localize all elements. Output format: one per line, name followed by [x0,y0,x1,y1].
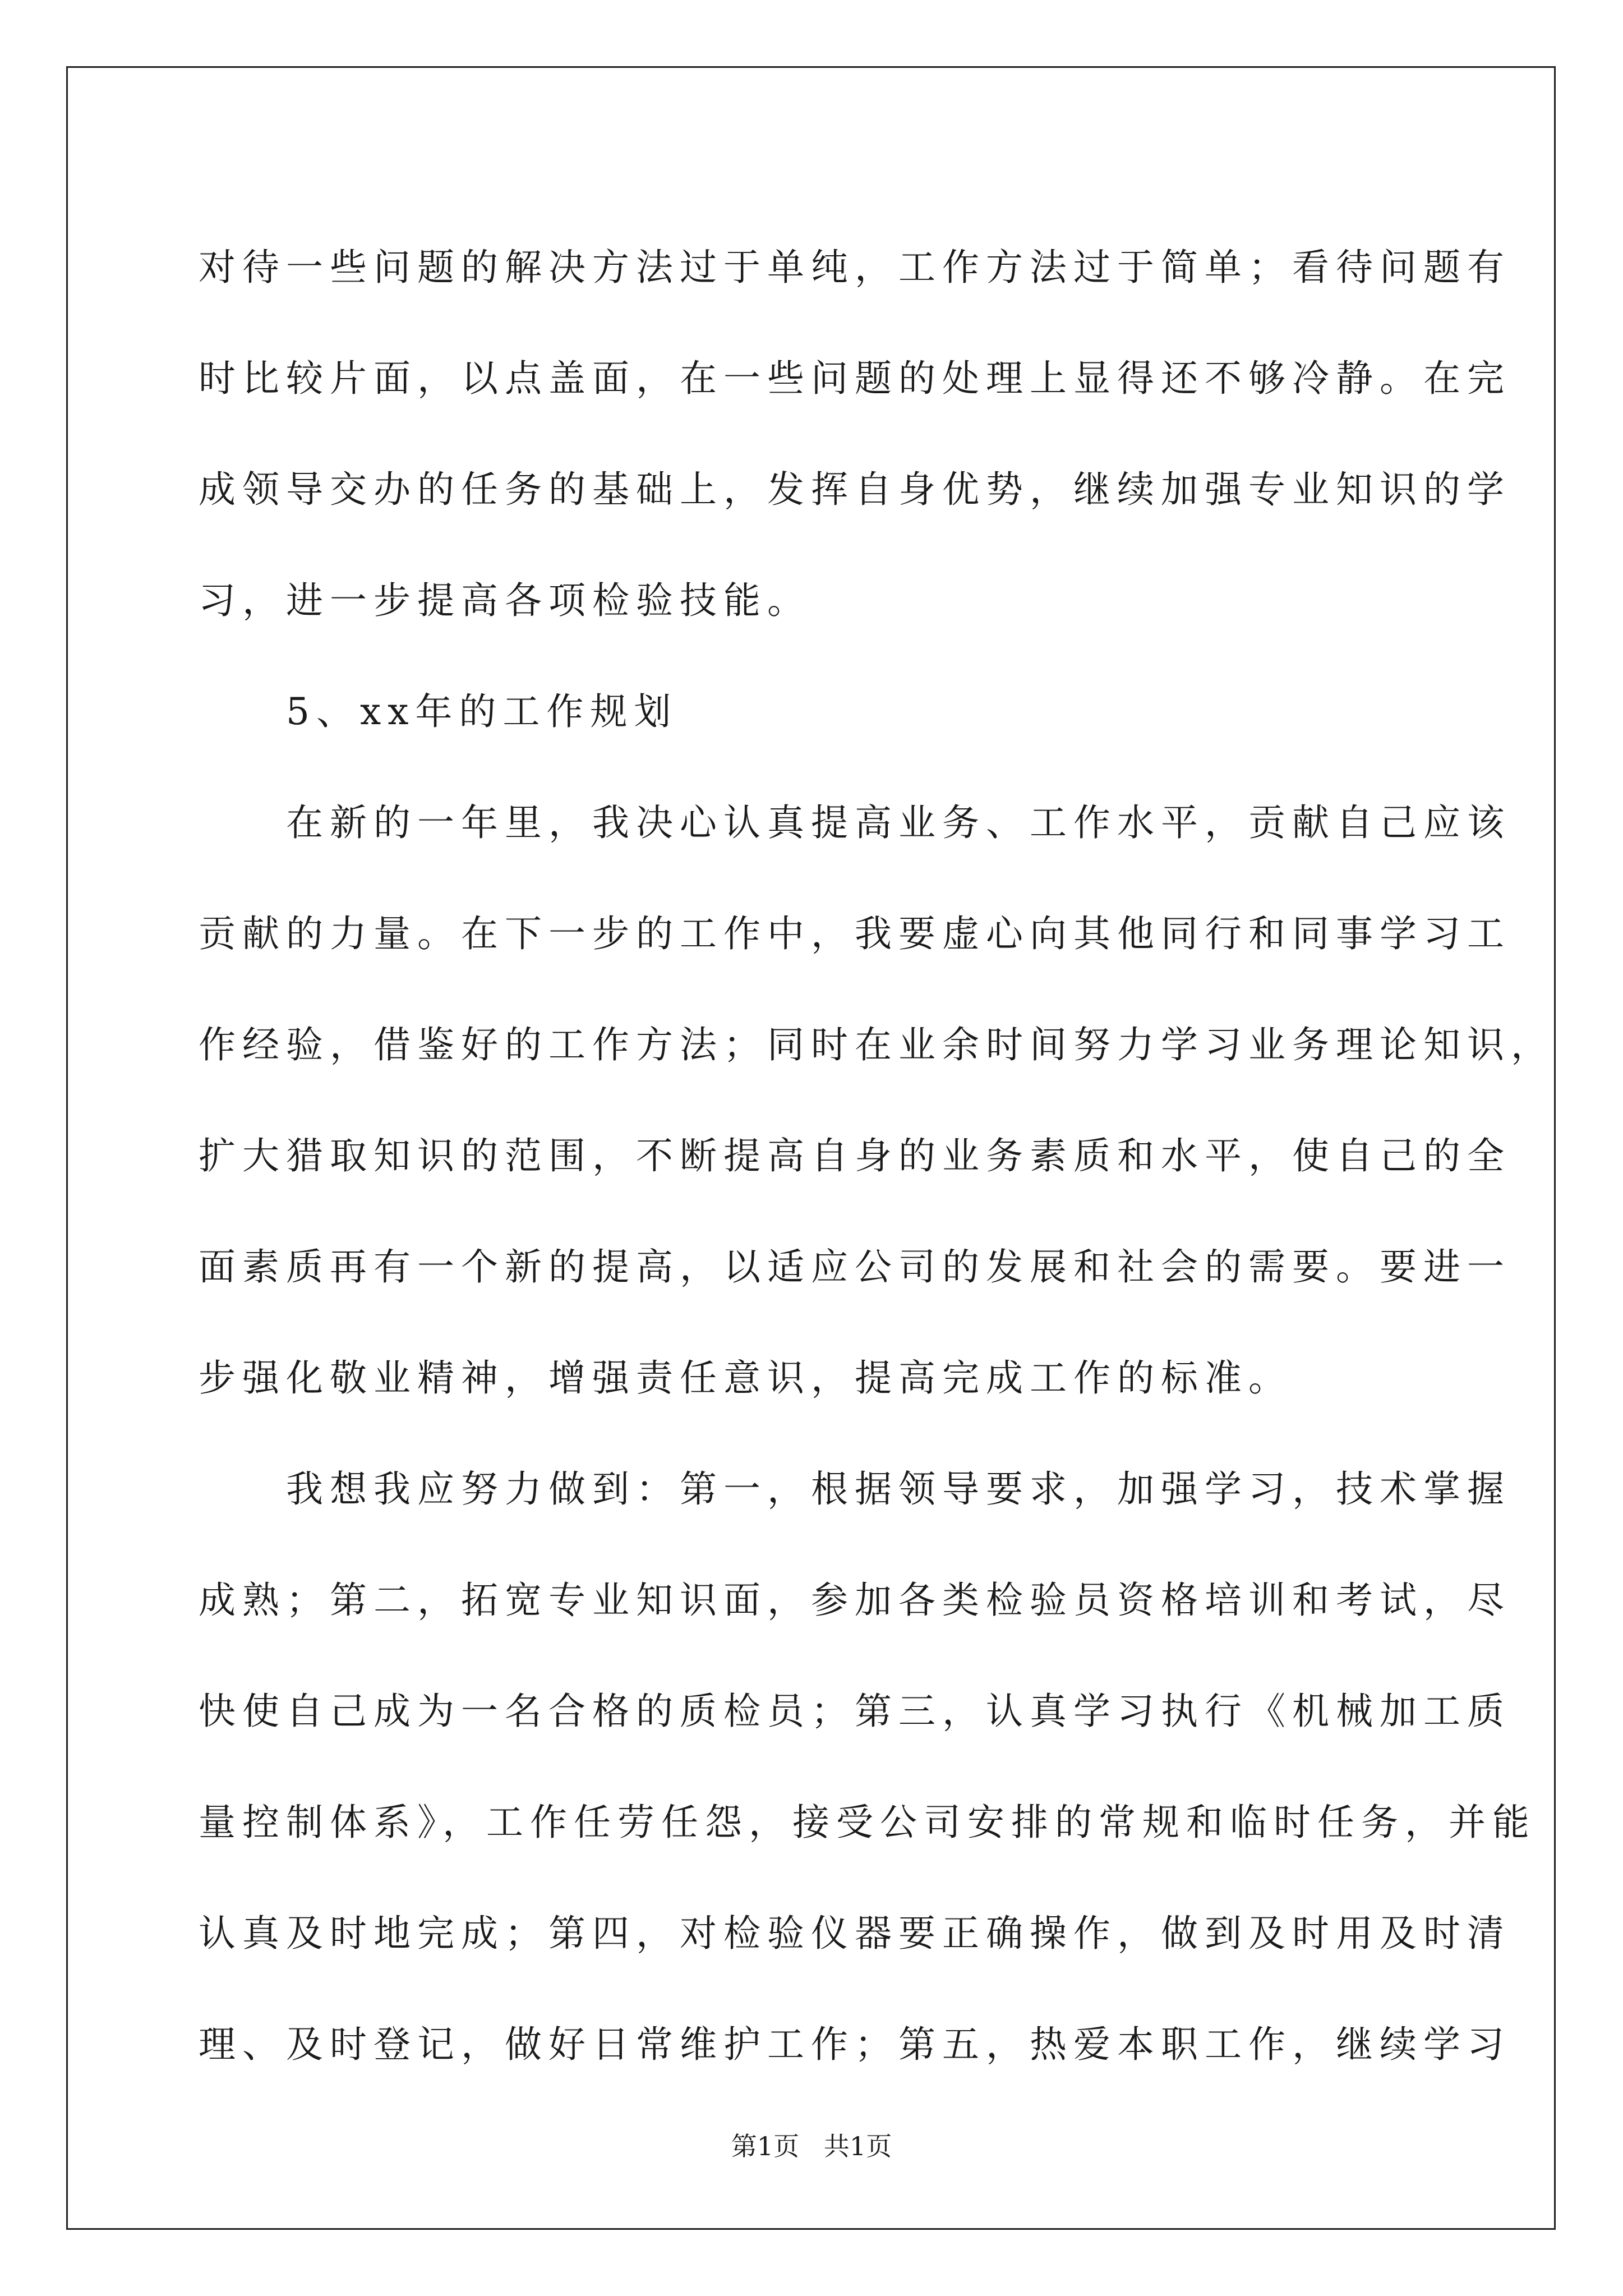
section-heading: 5、xx年的工作规划 [199,690,678,733]
text-line: 认真及时地完成；第四，对检验仪器要正确操作，做到及时用及时清 [199,1912,1511,1955]
text-line: 快使自己成为一名合格的质检员；第三，认真学习执行《机械加工质 [199,1690,1511,1733]
document-body [199,212,1555,2100]
text-line: 作经验，借鉴好的工作方法；同时在业余时间努力学习业务理论知识， [199,1023,1555,1066]
text-line: 理、及时登记，做好日常维护工作；第五，热爱本职工作，继续学习 [199,2023,1511,2066]
text-line: 成领导交办的任务的基础上，发挥自身优势，继续加强专业知识的学 [199,468,1511,511]
text-line: 量控制体系》，工作任劳任怨，接受公司安排的常规和临时任务，并能 [199,1801,1536,1844]
text-line: 时比较片面，以点盖面，在一些问题的处理上显得还不够冷静。在完 [199,357,1511,400]
text-line: 我想我应努力做到：第一，根据领导要求，加强学习，技术掌握 [199,1467,1511,1511]
text-line: 在新的一年里，我决心认真提高业务、工作水平，贡献自己应该 [199,801,1511,844]
text-line: 步强化敬业精神，增强责任意识，提高完成工作的标准。 [199,1356,1292,1400]
text-line: 面素质再有一个新的提高，以适应公司的发展和社会的需要。要进一 [199,1245,1511,1289]
text-line: 贡献的力量。在下一步的工作中，我要虚心向其他同行和同事学习工 [199,912,1511,955]
page-footer: 第1页 共1页 [731,2131,892,2161]
text-line: 成熟；第二，拓宽专业知识面，参加各类检验员资格培训和考试，尽 [199,1579,1511,1622]
text-line: 对待一些问题的解决方法过于单纯，工作方法过于简单；看待问题有 [199,246,1511,289]
text-line: 习，进一步提高各项检验技能。 [199,579,811,622]
text-line: 扩大猎取知识的范围，不断提高自身的业务素质和水平，使自己的全 [199,1134,1511,1177]
